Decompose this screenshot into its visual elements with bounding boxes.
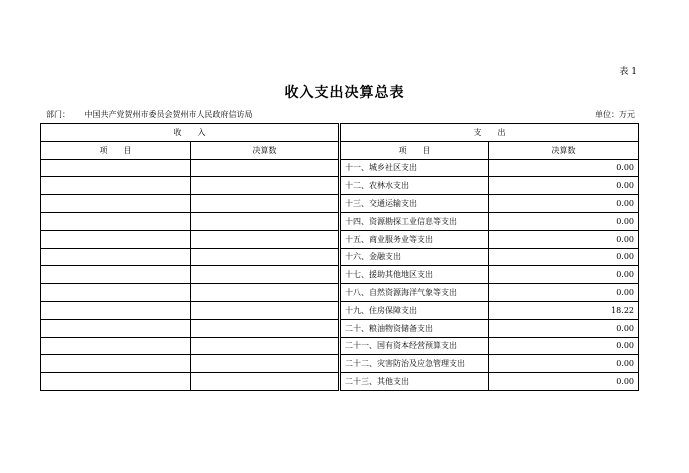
- expense-header: 支 出: [341, 124, 639, 142]
- expense-amount-cell: 0.00: [489, 212, 639, 230]
- expense-item-cell: 十六、金融支出: [341, 248, 489, 266]
- income-amount-cell: [191, 373, 339, 391]
- income-item-cell: [41, 284, 191, 302]
- income-item-cell: [41, 177, 191, 195]
- expense-amount-cell: 0.00: [489, 266, 639, 284]
- table-row: [41, 195, 639, 213]
- income-item-cell: [41, 159, 191, 177]
- table-row: [41, 284, 639, 302]
- expense-item-cell: 十四、资源勘探工业信息等支出: [341, 212, 489, 230]
- department-name: 中国共产党贺州市委员会贺州市人民政府信访局: [84, 110, 253, 119]
- expense-amount-cell: 0.00: [489, 159, 639, 177]
- expense-item-cell: 二十一、国有资本经营预算支出: [341, 337, 489, 355]
- income-item-cell: [41, 195, 191, 213]
- income-item-cell: [41, 230, 191, 248]
- income-header: 收 入: [41, 124, 339, 142]
- income-amount-cell: [191, 159, 339, 177]
- income-item-header: 项 目: [41, 141, 191, 159]
- expense-amount-cell: 0.00: [489, 177, 639, 195]
- income-item-cell: [41, 337, 191, 355]
- expense-item-cell: 二十三、其他支出: [341, 373, 489, 391]
- income-amount-cell: [191, 248, 339, 266]
- expense-amount-cell: 0.00: [489, 195, 639, 213]
- table-number: 表 1: [619, 67, 637, 77]
- expense-amount-cell: 0.00: [489, 319, 639, 337]
- income-amount-cell: [191, 230, 339, 248]
- expense-amount-cell: 0.00: [489, 337, 639, 355]
- expense-item-cell: 十一、城乡社区支出: [341, 159, 489, 177]
- income-item-cell: [41, 248, 191, 266]
- income-item-cell: [41, 301, 191, 319]
- income-amount-cell: [191, 212, 339, 230]
- summary-table: [40, 123, 639, 391]
- expense-amount-cell: 0.00: [489, 248, 639, 266]
- table-row: [41, 266, 639, 284]
- table-row: [41, 212, 639, 230]
- income-amount-cell: [191, 319, 339, 337]
- table-row: [41, 337, 639, 355]
- income-item-cell: [41, 212, 191, 230]
- table-row: [41, 159, 639, 177]
- income-item-cell: [41, 266, 191, 284]
- income-item-cell: [41, 319, 191, 337]
- income-amount-cell: [191, 284, 339, 302]
- table-row: [41, 319, 639, 337]
- income-amount-cell: [191, 195, 339, 213]
- department-label: 部门：: [46, 110, 70, 119]
- expense-item-cell: 十二、农林水支出: [341, 177, 489, 195]
- column-header-row: [41, 141, 639, 159]
- expense-item-cell: 十七、援助其他地区支出: [341, 266, 489, 284]
- table-row: [41, 373, 639, 391]
- income-item-cell: [41, 373, 191, 391]
- expense-amount-cell: 18.22: [489, 301, 639, 319]
- page-title: 收入支出决算总表: [284, 85, 405, 101]
- income-amount-cell: [191, 266, 339, 284]
- expense-item-cell: 二十二、灾害防治及应急管理支出: [341, 355, 489, 373]
- department-info: [46, 109, 253, 120]
- expense-amount-header: 决算数: [489, 141, 639, 159]
- expense-item-header: 项 目: [341, 141, 489, 159]
- income-amount-cell: [191, 177, 339, 195]
- table-row: [41, 355, 639, 373]
- expense-item-cell: 十三、交通运输支出: [341, 195, 489, 213]
- unit-label: 单位：万元: [595, 110, 635, 119]
- expense-item-cell: 十八、自然资源海洋气象等支出: [341, 284, 489, 302]
- table-row: [41, 177, 639, 195]
- expense-item-cell: 十五、商业服务业等支出: [341, 230, 489, 248]
- expense-amount-cell: 0.00: [489, 230, 639, 248]
- income-amount-cell: [191, 355, 339, 373]
- table-row: [41, 248, 639, 266]
- income-amount-cell: [191, 337, 339, 355]
- expense-amount-cell: 0.00: [489, 355, 639, 373]
- expense-item-cell: 十九、住房保障支出: [341, 301, 489, 319]
- section-header-row: [41, 124, 639, 142]
- income-amount-header: 决算数: [191, 141, 339, 159]
- expense-amount-cell: 0.00: [489, 373, 639, 391]
- table-row: [41, 301, 639, 319]
- income-amount-cell: [191, 301, 339, 319]
- expense-amount-cell: 0.00: [489, 284, 639, 302]
- table-row: [41, 230, 639, 248]
- income-item-cell: [41, 355, 191, 373]
- expense-item-cell: 二十、粮油物资储备支出: [341, 319, 489, 337]
